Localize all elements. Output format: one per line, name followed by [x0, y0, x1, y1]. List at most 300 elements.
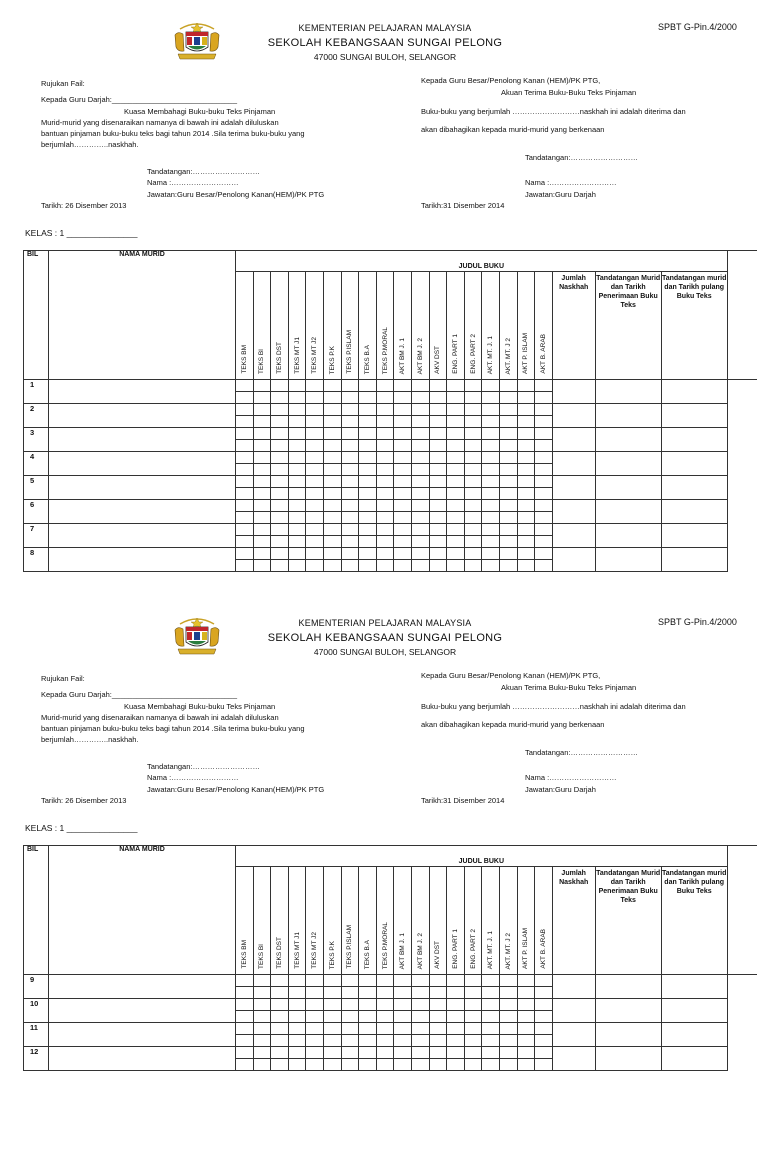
book-check-cell[interactable] [464, 500, 482, 512]
book-check-cell[interactable] [341, 440, 359, 452]
book-check-cell[interactable] [447, 524, 465, 536]
student-name-cell[interactable] [49, 452, 236, 476]
book-check-cell[interactable] [376, 392, 394, 404]
book-check-cell[interactable] [482, 488, 500, 500]
book-check-cell[interactable] [341, 987, 359, 999]
student-name-cell[interactable] [49, 1047, 236, 1071]
book-check-cell[interactable] [464, 536, 482, 548]
book-check-cell[interactable] [341, 548, 359, 560]
book-check-cell[interactable] [323, 1035, 341, 1047]
book-check-cell[interactable] [394, 392, 412, 404]
book-check-cell[interactable] [394, 452, 412, 464]
book-check-cell[interactable] [429, 512, 447, 524]
book-check-cell[interactable] [429, 1023, 447, 1035]
book-check-cell[interactable] [464, 440, 482, 452]
book-check-cell[interactable] [499, 548, 517, 560]
book-check-cell[interactable] [429, 452, 447, 464]
book-check-cell[interactable] [411, 1035, 429, 1047]
book-check-cell[interactable] [411, 1011, 429, 1023]
book-check-cell[interactable] [341, 476, 359, 488]
jumlah-cell[interactable] [552, 975, 595, 999]
book-check-cell[interactable] [376, 548, 394, 560]
book-check-cell[interactable] [499, 500, 517, 512]
book-check-cell[interactable] [394, 548, 412, 560]
book-check-cell[interactable] [359, 1059, 377, 1071]
ttd-terima-cell[interactable] [595, 975, 661, 999]
book-check-cell[interactable] [447, 416, 465, 428]
book-check-cell[interactable] [376, 1023, 394, 1035]
book-check-cell[interactable] [341, 536, 359, 548]
book-check-cell[interactable] [271, 416, 289, 428]
book-check-cell[interactable] [253, 404, 271, 416]
book-check-cell[interactable] [376, 975, 394, 987]
book-check-cell[interactable] [359, 560, 377, 572]
book-check-cell[interactable] [306, 560, 324, 572]
book-check-cell[interactable] [499, 392, 517, 404]
book-check-cell[interactable] [429, 536, 447, 548]
book-check-cell[interactable] [429, 524, 447, 536]
book-check-cell[interactable] [236, 975, 254, 987]
book-check-cell[interactable] [359, 1023, 377, 1035]
book-check-cell[interactable] [535, 999, 553, 1011]
book-check-cell[interactable] [411, 536, 429, 548]
book-check-cell[interactable] [323, 404, 341, 416]
book-check-cell[interactable] [517, 464, 535, 476]
book-check-cell[interactable] [429, 1059, 447, 1071]
book-check-cell[interactable] [394, 536, 412, 548]
book-check-cell[interactable] [341, 975, 359, 987]
book-check-cell[interactable] [236, 500, 254, 512]
book-check-cell[interactable] [271, 1059, 289, 1071]
book-check-cell[interactable] [288, 560, 306, 572]
book-check-cell[interactable] [271, 524, 289, 536]
book-check-cell[interactable] [447, 464, 465, 476]
book-check-cell[interactable] [306, 1035, 324, 1047]
book-check-cell[interactable] [376, 536, 394, 548]
book-check-cell[interactable] [429, 428, 447, 440]
book-check-cell[interactable] [464, 404, 482, 416]
book-check-cell[interactable] [253, 392, 271, 404]
book-check-cell[interactable] [323, 440, 341, 452]
ttd-pulang-cell[interactable] [661, 404, 727, 428]
ttd-pulang-cell[interactable] [661, 548, 727, 572]
book-check-cell[interactable] [271, 548, 289, 560]
book-check-cell[interactable] [482, 440, 500, 452]
book-check-cell[interactable] [306, 392, 324, 404]
book-check-cell[interactable] [464, 416, 482, 428]
book-check-cell[interactable] [376, 440, 394, 452]
ttd-terima-cell[interactable] [595, 524, 661, 548]
book-check-cell[interactable] [499, 476, 517, 488]
book-check-cell[interactable] [411, 452, 429, 464]
book-check-cell[interactable] [535, 1047, 553, 1059]
book-check-cell[interactable] [499, 560, 517, 572]
book-check-cell[interactable] [306, 1023, 324, 1035]
jumlah-cell[interactable] [552, 1047, 595, 1071]
book-check-cell[interactable] [236, 1035, 254, 1047]
book-check-cell[interactable] [447, 536, 465, 548]
book-check-cell[interactable] [517, 560, 535, 572]
book-check-cell[interactable] [394, 999, 412, 1011]
book-check-cell[interactable] [323, 524, 341, 536]
book-check-cell[interactable] [359, 392, 377, 404]
book-check-cell[interactable] [411, 416, 429, 428]
book-check-cell[interactable] [447, 1059, 465, 1071]
book-check-cell[interactable] [306, 1047, 324, 1059]
book-check-cell[interactable] [236, 488, 254, 500]
jumlah-cell[interactable] [552, 452, 595, 476]
book-check-cell[interactable] [482, 392, 500, 404]
book-check-cell[interactable] [394, 380, 412, 392]
book-check-cell[interactable] [236, 1047, 254, 1059]
book-check-cell[interactable] [323, 999, 341, 1011]
book-check-cell[interactable] [359, 975, 377, 987]
book-check-cell[interactable] [288, 1035, 306, 1047]
book-check-cell[interactable] [411, 476, 429, 488]
ttd-terima-cell[interactable] [595, 999, 661, 1023]
student-name-cell[interactable] [49, 428, 236, 452]
book-check-cell[interactable] [482, 464, 500, 476]
book-check-cell[interactable] [499, 416, 517, 428]
book-check-cell[interactable] [341, 452, 359, 464]
book-check-cell[interactable] [411, 999, 429, 1011]
book-check-cell[interactable] [306, 476, 324, 488]
book-check-cell[interactable] [535, 416, 553, 428]
book-check-cell[interactable] [323, 560, 341, 572]
ttd-pulang-cell[interactable] [661, 1047, 727, 1071]
book-check-cell[interactable] [411, 440, 429, 452]
book-check-cell[interactable] [306, 1011, 324, 1023]
book-check-cell[interactable] [236, 404, 254, 416]
ttd-terima-cell[interactable] [595, 404, 661, 428]
book-check-cell[interactable] [447, 404, 465, 416]
book-check-cell[interactable] [535, 1023, 553, 1035]
book-check-cell[interactable] [447, 1023, 465, 1035]
book-check-cell[interactable] [253, 488, 271, 500]
book-check-cell[interactable] [288, 548, 306, 560]
book-check-cell[interactable] [464, 380, 482, 392]
student-name-cell[interactable] [49, 999, 236, 1023]
ttd-terima-cell[interactable] [595, 500, 661, 524]
book-check-cell[interactable] [411, 404, 429, 416]
book-check-cell[interactable] [271, 404, 289, 416]
book-check-cell[interactable] [341, 1035, 359, 1047]
book-check-cell[interactable] [464, 512, 482, 524]
student-name-cell[interactable] [49, 524, 236, 548]
ttd-terima-cell[interactable] [595, 452, 661, 476]
book-check-cell[interactable] [288, 464, 306, 476]
book-check-cell[interactable] [464, 1023, 482, 1035]
book-check-cell[interactable] [517, 512, 535, 524]
book-check-cell[interactable] [464, 548, 482, 560]
book-check-cell[interactable] [236, 452, 254, 464]
book-check-cell[interactable] [499, 999, 517, 1011]
ttd-pulang-cell[interactable] [661, 476, 727, 500]
book-check-cell[interactable] [288, 524, 306, 536]
book-check-cell[interactable] [411, 488, 429, 500]
book-check-cell[interactable] [288, 428, 306, 440]
book-check-cell[interactable] [359, 476, 377, 488]
student-name-cell[interactable] [49, 380, 236, 404]
book-check-cell[interactable] [499, 1011, 517, 1023]
book-check-cell[interactable] [482, 999, 500, 1011]
book-check-cell[interactable] [323, 476, 341, 488]
book-check-cell[interactable] [323, 464, 341, 476]
book-check-cell[interactable] [236, 512, 254, 524]
book-check-cell[interactable] [376, 452, 394, 464]
ttd-terima-cell[interactable] [595, 1023, 661, 1047]
book-check-cell[interactable] [236, 428, 254, 440]
book-check-cell[interactable] [394, 1023, 412, 1035]
book-check-cell[interactable] [236, 1011, 254, 1023]
book-check-cell[interactable] [341, 380, 359, 392]
book-check-cell[interactable] [535, 500, 553, 512]
book-check-cell[interactable] [341, 512, 359, 524]
book-check-cell[interactable] [341, 488, 359, 500]
book-check-cell[interactable] [376, 524, 394, 536]
book-check-cell[interactable] [323, 536, 341, 548]
book-check-cell[interactable] [341, 500, 359, 512]
book-check-cell[interactable] [323, 1023, 341, 1035]
book-check-cell[interactable] [517, 536, 535, 548]
book-check-cell[interactable] [394, 512, 412, 524]
book-check-cell[interactable] [271, 440, 289, 452]
book-check-cell[interactable] [376, 488, 394, 500]
book-check-cell[interactable] [376, 1059, 394, 1071]
book-check-cell[interactable] [236, 380, 254, 392]
book-check-cell[interactable] [359, 488, 377, 500]
book-check-cell[interactable] [429, 999, 447, 1011]
book-check-cell[interactable] [499, 380, 517, 392]
book-check-cell[interactable] [236, 524, 254, 536]
book-check-cell[interactable] [323, 500, 341, 512]
book-check-cell[interactable] [253, 975, 271, 987]
book-check-cell[interactable] [236, 464, 254, 476]
book-check-cell[interactable] [376, 380, 394, 392]
jumlah-cell[interactable] [552, 524, 595, 548]
book-check-cell[interactable] [447, 548, 465, 560]
book-check-cell[interactable] [306, 428, 324, 440]
book-check-cell[interactable] [288, 512, 306, 524]
book-check-cell[interactable] [341, 404, 359, 416]
book-check-cell[interactable] [306, 1059, 324, 1071]
book-check-cell[interactable] [394, 975, 412, 987]
book-check-cell[interactable] [394, 987, 412, 999]
book-check-cell[interactable] [499, 1035, 517, 1047]
book-check-cell[interactable] [288, 488, 306, 500]
book-check-cell[interactable] [517, 404, 535, 416]
book-check-cell[interactable] [323, 416, 341, 428]
book-check-cell[interactable] [411, 1047, 429, 1059]
book-check-cell[interactable] [447, 392, 465, 404]
book-check-cell[interactable] [499, 524, 517, 536]
book-check-cell[interactable] [535, 512, 553, 524]
book-check-cell[interactable] [394, 416, 412, 428]
ttd-terima-cell[interactable] [595, 380, 661, 404]
book-check-cell[interactable] [271, 500, 289, 512]
book-check-cell[interactable] [323, 428, 341, 440]
book-check-cell[interactable] [253, 440, 271, 452]
book-check-cell[interactable] [394, 488, 412, 500]
book-check-cell[interactable] [288, 452, 306, 464]
book-check-cell[interactable] [517, 392, 535, 404]
book-check-cell[interactable] [447, 1011, 465, 1023]
book-check-cell[interactable] [323, 548, 341, 560]
book-check-cell[interactable] [517, 488, 535, 500]
book-check-cell[interactable] [306, 380, 324, 392]
book-check-cell[interactable] [306, 987, 324, 999]
book-check-cell[interactable] [271, 1047, 289, 1059]
book-check-cell[interactable] [394, 1059, 412, 1071]
book-check-cell[interactable] [429, 500, 447, 512]
book-check-cell[interactable] [464, 524, 482, 536]
book-check-cell[interactable] [236, 440, 254, 452]
book-check-cell[interactable] [464, 392, 482, 404]
book-check-cell[interactable] [306, 500, 324, 512]
book-check-cell[interactable] [288, 1059, 306, 1071]
book-check-cell[interactable] [482, 1011, 500, 1023]
ttd-pulang-cell[interactable] [661, 975, 727, 999]
book-check-cell[interactable] [253, 536, 271, 548]
book-check-cell[interactable] [464, 999, 482, 1011]
book-check-cell[interactable] [253, 452, 271, 464]
book-check-cell[interactable] [253, 464, 271, 476]
book-check-cell[interactable] [288, 500, 306, 512]
book-check-cell[interactable] [359, 380, 377, 392]
book-check-cell[interactable] [447, 975, 465, 987]
book-check-cell[interactable] [306, 440, 324, 452]
book-check-cell[interactable] [253, 548, 271, 560]
book-check-cell[interactable] [359, 536, 377, 548]
book-check-cell[interactable] [499, 1047, 517, 1059]
book-check-cell[interactable] [517, 548, 535, 560]
book-check-cell[interactable] [429, 440, 447, 452]
book-check-cell[interactable] [271, 975, 289, 987]
book-check-cell[interactable] [359, 452, 377, 464]
book-check-cell[interactable] [288, 975, 306, 987]
student-name-cell[interactable] [49, 404, 236, 428]
book-check-cell[interactable] [429, 548, 447, 560]
book-check-cell[interactable] [411, 548, 429, 560]
book-check-cell[interactable] [341, 560, 359, 572]
book-check-cell[interactable] [482, 404, 500, 416]
book-check-cell[interactable] [447, 1035, 465, 1047]
book-check-cell[interactable] [535, 464, 553, 476]
book-check-cell[interactable] [359, 1011, 377, 1023]
book-check-cell[interactable] [394, 1047, 412, 1059]
book-check-cell[interactable] [359, 500, 377, 512]
book-check-cell[interactable] [288, 536, 306, 548]
book-check-cell[interactable] [482, 452, 500, 464]
book-check-cell[interactable] [499, 440, 517, 452]
book-check-cell[interactable] [535, 548, 553, 560]
book-check-cell[interactable] [482, 524, 500, 536]
book-check-cell[interactable] [429, 975, 447, 987]
book-check-cell[interactable] [253, 1035, 271, 1047]
book-check-cell[interactable] [499, 536, 517, 548]
book-check-cell[interactable] [394, 404, 412, 416]
book-check-cell[interactable] [359, 464, 377, 476]
book-check-cell[interactable] [499, 975, 517, 987]
book-check-cell[interactable] [499, 1059, 517, 1071]
book-check-cell[interactable] [376, 1047, 394, 1059]
book-check-cell[interactable] [253, 999, 271, 1011]
book-check-cell[interactable] [359, 987, 377, 999]
book-check-cell[interactable] [323, 512, 341, 524]
book-check-cell[interactable] [447, 500, 465, 512]
ttd-terima-cell[interactable] [595, 1047, 661, 1071]
book-check-cell[interactable] [429, 392, 447, 404]
book-check-cell[interactable] [236, 987, 254, 999]
book-check-cell[interactable] [429, 560, 447, 572]
book-check-cell[interactable] [429, 380, 447, 392]
jumlah-cell[interactable] [552, 1023, 595, 1047]
book-check-cell[interactable] [535, 1035, 553, 1047]
book-check-cell[interactable] [517, 500, 535, 512]
book-check-cell[interactable] [499, 464, 517, 476]
book-check-cell[interactable] [323, 975, 341, 987]
book-check-cell[interactable] [306, 452, 324, 464]
book-check-cell[interactable] [271, 1023, 289, 1035]
book-check-cell[interactable] [288, 999, 306, 1011]
book-check-cell[interactable] [341, 392, 359, 404]
book-check-cell[interactable] [517, 1023, 535, 1035]
ttd-pulang-cell[interactable] [661, 428, 727, 452]
book-check-cell[interactable] [535, 488, 553, 500]
book-check-cell[interactable] [499, 512, 517, 524]
book-check-cell[interactable] [236, 1023, 254, 1035]
book-check-cell[interactable] [447, 440, 465, 452]
book-check-cell[interactable] [341, 1011, 359, 1023]
jumlah-cell[interactable] [552, 548, 595, 572]
book-check-cell[interactable] [359, 524, 377, 536]
book-check-cell[interactable] [482, 975, 500, 987]
book-check-cell[interactable] [271, 464, 289, 476]
book-check-cell[interactable] [394, 1035, 412, 1047]
book-check-cell[interactable] [271, 428, 289, 440]
book-check-cell[interactable] [271, 999, 289, 1011]
student-name-cell[interactable] [49, 476, 236, 500]
book-check-cell[interactable] [288, 392, 306, 404]
book-check-cell[interactable] [341, 1047, 359, 1059]
book-check-cell[interactable] [411, 1059, 429, 1071]
student-name-cell[interactable] [49, 500, 236, 524]
book-check-cell[interactable] [482, 380, 500, 392]
book-check-cell[interactable] [288, 476, 306, 488]
book-check-cell[interactable] [482, 1047, 500, 1059]
book-check-cell[interactable] [359, 548, 377, 560]
book-check-cell[interactable] [517, 1047, 535, 1059]
book-check-cell[interactable] [517, 440, 535, 452]
book-check-cell[interactable] [288, 416, 306, 428]
ttd-pulang-cell[interactable] [661, 999, 727, 1023]
book-check-cell[interactable] [253, 987, 271, 999]
book-check-cell[interactable] [288, 1023, 306, 1035]
book-check-cell[interactable] [306, 488, 324, 500]
book-check-cell[interactable] [464, 428, 482, 440]
student-name-cell[interactable] [49, 1023, 236, 1047]
book-check-cell[interactable] [447, 1047, 465, 1059]
book-check-cell[interactable] [253, 428, 271, 440]
book-check-cell[interactable] [482, 476, 500, 488]
book-check-cell[interactable] [323, 987, 341, 999]
book-check-cell[interactable] [447, 560, 465, 572]
book-check-cell[interactable] [288, 404, 306, 416]
book-check-cell[interactable] [253, 380, 271, 392]
book-check-cell[interactable] [464, 476, 482, 488]
jumlah-cell[interactable] [552, 404, 595, 428]
book-check-cell[interactable] [306, 548, 324, 560]
